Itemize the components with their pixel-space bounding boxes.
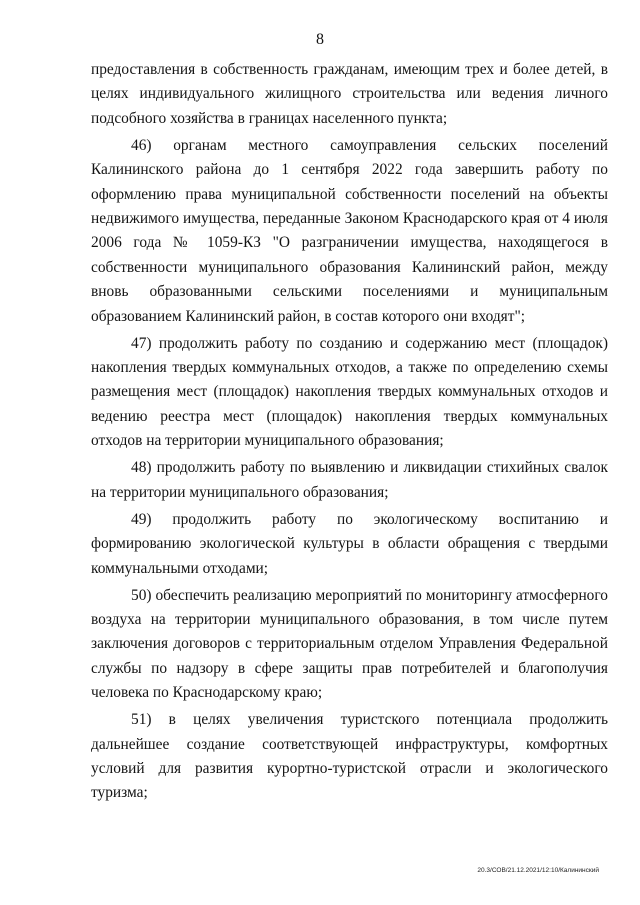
paragraph-item-51: 51) в целях увеличения туристского потенциала продолжить дальнейшее создание соответствующей инфраструктуры, комфортных условий для развития курортно-туристской отрасли и экологического туризма; <box>91 711 608 802</box>
paragraph-item-46: 46) органам местного самоуправления сельских поселений Калининского района до 1 сентября 2022 года завершить работу по оформлению права муниципальной собственности поселений на объекты недвижимого имущества, переданные Законом Краснодарского края от 4 июля 2006 года № 1059-КЗ "О разграничении имущества, находящегося в собственности муниципального образования Калининский район, между вновь образованными сельскими поселениями и муниципальным образованием Калининский район, в состав которого они входят"; <box>91 136 608 325</box>
paragraph-item-50: 50) обеспечить реализацию мероприятий по мониторингу атмосферного воздуха на территории муниципального образования, в том числе путем заключения договоров с территориальным отделом Управления Федеральной службы по надзору в сфере защиты прав потребителей и благополучия человека по Краснодарскому краю; <box>91 586 608 702</box>
paragraph-item-47: 47) продолжить работу по созданию и содержанию мест (площадок) накопления твердых коммунальных отходов, а также по определению схемы размещения мест (площадок) накопления твердых коммунальных отходов и ведению реестра мест (площадок) накопления твердых коммунальных отходов на территории муниципального образования; <box>91 334 608 450</box>
paragraph-item-48: 48) продолжить работу по выявлению и ликвидации стихийных свалок на территории муниципального образования; <box>91 459 608 501</box>
paragraph-continuation: предоставления в собственность гражданам, имеющим трех и более детей, в целях индивидуального жилищного строительства или ведения личного подсобного хозяйства в границах населенного пункта; <box>91 61 608 127</box>
footer-document-code: 20.3/СОВ/21.12.2021/12:10/Калининский <box>477 867 599 874</box>
paragraph-item-49: 49) продолжить работу по экологическому воспитанию и формированию экологической культуры в области обращения с твердыми коммунальными отходами; <box>91 510 608 577</box>
document-body <box>91 58 608 808</box>
page-number: 8 <box>316 31 324 48</box>
